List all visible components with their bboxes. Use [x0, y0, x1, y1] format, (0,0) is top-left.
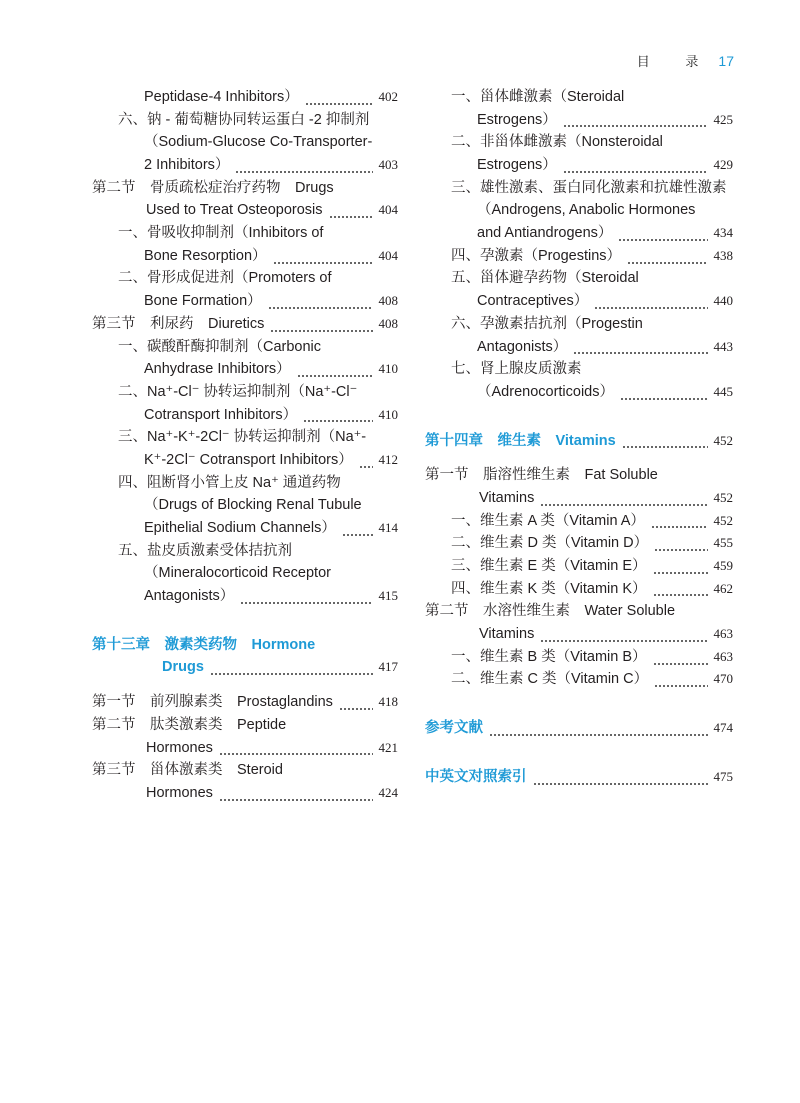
spacer — [425, 452, 733, 464]
toc-entry-item[interactable] — [425, 177, 733, 245]
toc-entry-text: 五、盐皮质激素受体拮抗剂 — [118, 542, 292, 559]
toc-entry-text: 六、孕激素拮抗剂（Progestin — [451, 315, 643, 332]
toc-entry-text: Estrogens） — [477, 157, 557, 174]
toc-entry-text: 三、维生素 E 类（Vitamin E） — [451, 558, 647, 575]
toc-page-number: 475 — [713, 768, 733, 784]
toc-page-number: 462 — [713, 580, 733, 596]
toc-entry-text: and Antiandrogens） — [477, 225, 613, 242]
toc-page-number: 443 — [713, 338, 733, 354]
dot-leader — [563, 112, 708, 128]
toc-column-left — [92, 86, 398, 805]
toc-page-number: 452 — [713, 489, 733, 505]
toc-entry-chapter[interactable] — [92, 634, 398, 679]
toc-entry-text: （Androgens, Anabolic Hormones — [477, 202, 696, 219]
toc-entry-section[interactable] — [92, 714, 398, 759]
toc-entry-section[interactable] — [92, 691, 398, 714]
toc-page-number: 463 — [713, 648, 733, 664]
dot-leader — [342, 521, 373, 537]
toc-page-number: 417 — [378, 659, 398, 675]
spacer — [425, 404, 733, 430]
toc-entry-text: Peptidase-4 Inhibitors） — [144, 88, 299, 105]
toc-page-number: 440 — [713, 293, 733, 309]
dot-leader — [210, 660, 373, 676]
dot-leader — [540, 627, 707, 643]
toc-page-number: 403 — [378, 157, 398, 173]
dot-leader — [339, 695, 373, 711]
running-header — [637, 51, 734, 70]
toc-page-number: 445 — [713, 383, 733, 399]
toc-entry-text: （Adrenocorticoids） — [477, 383, 614, 400]
toc-entry-refs[interactable] — [425, 717, 733, 740]
toc-entry-item[interactable] — [425, 532, 733, 555]
dot-leader — [235, 158, 372, 174]
toc-entry-text: 第三节 利尿药 Diuretics — [92, 315, 265, 332]
toc-page-number: 404 — [378, 202, 398, 218]
toc-page-number: 424 — [378, 784, 398, 800]
toc-entry-text: 第二节 骨质疏松症治疗药物 Drugs — [92, 179, 334, 196]
toc-entry-text: 第一节 脂溶性维生素 Fat Soluble — [425, 467, 658, 484]
toc-page-number: 452 — [713, 512, 733, 528]
toc-entry-text: 中英文对照索引 — [425, 768, 527, 785]
toc-entry-item[interactable] — [92, 540, 398, 608]
toc-page-number: 410 — [378, 361, 398, 377]
dot-leader — [618, 226, 707, 242]
dot-leader — [653, 581, 708, 597]
toc-entry-section[interactable] — [425, 600, 733, 645]
toc-entry-item[interactable] — [92, 472, 398, 540]
toc-entry-text: Used to Treat Osteoporosis — [146, 202, 323, 219]
header-page-number: 17 — [718, 52, 734, 69]
toc-page-number: 429 — [713, 157, 733, 173]
toc-page-number: 474 — [713, 720, 733, 736]
toc-entry-item[interactable] — [92, 336, 398, 381]
dot-leader — [303, 407, 372, 423]
toc-entry-text: Antagonists） — [144, 588, 235, 605]
toc-entry-refs[interactable] — [425, 766, 733, 789]
toc-entry-item[interactable] — [425, 510, 733, 533]
toc-entry-item[interactable] — [92, 109, 398, 177]
toc-entry-text: 二、非甾体雌激素（Nonsteroidal — [451, 134, 663, 151]
dot-leader — [654, 536, 707, 552]
toc-page-number: 470 — [713, 671, 733, 687]
toc-entry-text: Vitamins — [479, 489, 535, 506]
toc-entry-text: Cotransport Inhibitors） — [144, 406, 298, 423]
toc-entry-text: 第二节 肽类激素类 Peptide — [92, 716, 287, 733]
toc-entry-text: 2 Inhibitors） — [144, 157, 230, 174]
dot-leader — [563, 158, 708, 174]
toc-entry-chapter[interactable] — [425, 430, 733, 453]
toc-entry-text: 七、肾上腺皮质激素 — [451, 361, 582, 378]
toc-entry-text: 一、骨吸收抑制剂（Inhibitors of — [118, 225, 324, 242]
toc-page-number: 414 — [378, 520, 398, 536]
toc-entry-text: 二、骨形成促进剂（Promoters of — [118, 270, 332, 287]
dot-leader — [219, 740, 373, 756]
toc-entry-item[interactable] — [425, 86, 733, 131]
toc-entry-text: Anhydrase Inhibitors） — [144, 361, 291, 378]
toc-entry-section[interactable] — [92, 759, 398, 804]
toc-entry-text: （Drugs of Blocking Renal Tubule — [144, 497, 362, 514]
toc-entry-item[interactable] — [425, 646, 733, 669]
spacer — [425, 740, 733, 766]
toc-entry-section[interactable] — [92, 177, 398, 222]
toc-page-number: 452 — [713, 432, 733, 448]
toc-entry-text: Hormones — [146, 739, 213, 756]
toc-entry-item[interactable] — [425, 358, 733, 403]
toc-entry-text: Estrogens） — [477, 111, 557, 128]
dot-leader — [627, 249, 707, 265]
spacer — [92, 608, 398, 634]
dot-leader — [305, 90, 373, 106]
spacer — [425, 691, 733, 717]
dot-leader — [240, 589, 372, 605]
toc-entry-text: 三、雄性激素、蛋白同化激素和抗雄性激素 — [451, 179, 727, 196]
toc-page-number: 421 — [378, 739, 398, 755]
toc-entry-text: 二、维生素 D 类（Vitamin D） — [451, 535, 649, 552]
toc-entry-item[interactable] — [92, 222, 398, 267]
toc-entry-text: 一、碳酸酐酶抑制剂（Carbonic — [118, 338, 322, 355]
toc-page-number: 410 — [378, 406, 398, 422]
spacer — [92, 679, 398, 691]
toc-entry-text: 五、甾体避孕药物（Steroidal — [451, 270, 639, 287]
toc-entry-text: 第三节 甾体激素类 Steroid — [92, 762, 283, 779]
toc-entry-text: Vitamins — [479, 626, 535, 643]
dot-leader — [622, 433, 708, 449]
dot-leader — [270, 317, 372, 333]
toc-entry-text: 四、阻断肾小管上皮 Na⁺ 通道药物 — [118, 474, 341, 491]
dot-leader — [573, 339, 707, 355]
dot-leader — [651, 513, 708, 529]
dot-leader — [653, 650, 708, 666]
toc-page-number: 408 — [378, 315, 398, 331]
toc-page-number: 402 — [378, 88, 398, 104]
toc-entry-text: 一、甾体雌激素（Steroidal — [451, 88, 625, 105]
toc-entry-text: Epithelial Sodium Channels） — [144, 520, 336, 537]
dot-leader — [297, 362, 373, 378]
toc-page-number: 438 — [713, 247, 733, 263]
dot-leader — [540, 491, 707, 507]
toc-entry-text: 二、Na⁺-Cl⁻ 协转运抑制剂（Na⁺-Cl⁻ — [118, 383, 358, 400]
toc-entry-text: 四、维生素 K 类（Vitamin K） — [451, 580, 647, 597]
toc-entry-text: Antagonists） — [477, 338, 568, 355]
toc-entry-text: 参考文献 — [425, 720, 483, 737]
toc-page-number: 418 — [378, 694, 398, 710]
dot-leader — [533, 770, 708, 786]
header-section-title: 目 录 — [636, 54, 715, 69]
toc-entry-text: 三、Na⁺-K⁺-2Cl⁻ 协转运抑制剂（Na⁺- — [118, 429, 367, 446]
toc-entry-text: Bone Formation） — [144, 293, 262, 310]
toc-entry-text: 六、钠 - 葡萄糖协同转运蛋白 -2 抑制剂 — [118, 111, 370, 128]
toc-entry-item[interactable] — [425, 245, 733, 268]
dot-leader — [359, 453, 373, 469]
dot-leader — [594, 294, 707, 310]
toc-page-number: 404 — [378, 247, 398, 263]
toc-entry-text: 第十四章 维生素 Vitamins — [425, 432, 616, 449]
toc-entry-text: K⁺-2Cl⁻ Cotransport Inhibitors） — [144, 451, 353, 468]
toc-column-right — [425, 86, 733, 789]
toc-entry-item[interactable] — [425, 555, 733, 578]
toc-entry-item[interactable] — [425, 313, 733, 358]
dot-leader — [268, 294, 373, 310]
toc-entry-text: 第二节 水溶性维生素 Water Soluble — [425, 603, 676, 620]
toc-entry-text: 第十三章 激素类药物 Hormone — [92, 636, 316, 653]
toc-entry-text: 一、维生素 B 类（Vitamin B） — [451, 648, 647, 665]
dot-leader — [219, 786, 373, 802]
toc-entry-text: （Mineralocorticoid Receptor — [144, 565, 331, 582]
toc-entry-text: 第一节 前列腺素类 Prostaglandins — [92, 694, 333, 711]
toc-entry-item[interactable] — [425, 131, 733, 176]
toc-page-number: 408 — [378, 293, 398, 309]
toc-page-number: 459 — [713, 558, 733, 574]
toc-page-number: 463 — [713, 626, 733, 642]
toc-entry-text: 二、维生素 C 类（Vitamin C） — [451, 671, 649, 688]
dot-leader — [653, 559, 708, 575]
toc-entry-text: Drugs — [162, 659, 204, 676]
toc-entry-text: Hormones — [146, 784, 213, 801]
toc-entry-item[interactable] — [425, 669, 733, 692]
dot-leader — [273, 249, 373, 265]
toc-page-number: 434 — [713, 225, 733, 241]
dot-leader — [620, 385, 708, 401]
toc-entry-text: 四、孕激素（Progestins） — [451, 247, 622, 264]
toc-page-number: 455 — [713, 535, 733, 551]
toc-entry-item[interactable] — [92, 381, 398, 426]
toc-entry-item[interactable] — [92, 268, 398, 313]
toc-entry-item[interactable] — [425, 578, 733, 601]
toc-page-number: 415 — [378, 588, 398, 604]
toc-entry-item[interactable] — [92, 86, 398, 109]
toc-entry-text: （Sodium-Glucose Co-Transporter- — [144, 134, 373, 151]
dot-leader — [489, 721, 708, 737]
toc-entry-item[interactable] — [92, 426, 398, 471]
toc-entry-text: Contraceptives） — [477, 293, 589, 310]
toc-entry-text: 一、维生素 A 类（Vitamin A） — [451, 512, 645, 529]
toc-page-number: 425 — [713, 111, 733, 127]
toc-page-number: 412 — [378, 451, 398, 467]
toc-entry-section[interactable] — [92, 313, 398, 336]
dot-leader — [329, 203, 373, 219]
toc-entry-item[interactable] — [425, 268, 733, 313]
dot-leader — [654, 672, 707, 688]
toc-entry-text: Bone Resorption） — [144, 247, 267, 264]
toc-entry-section[interactable] — [425, 464, 733, 509]
